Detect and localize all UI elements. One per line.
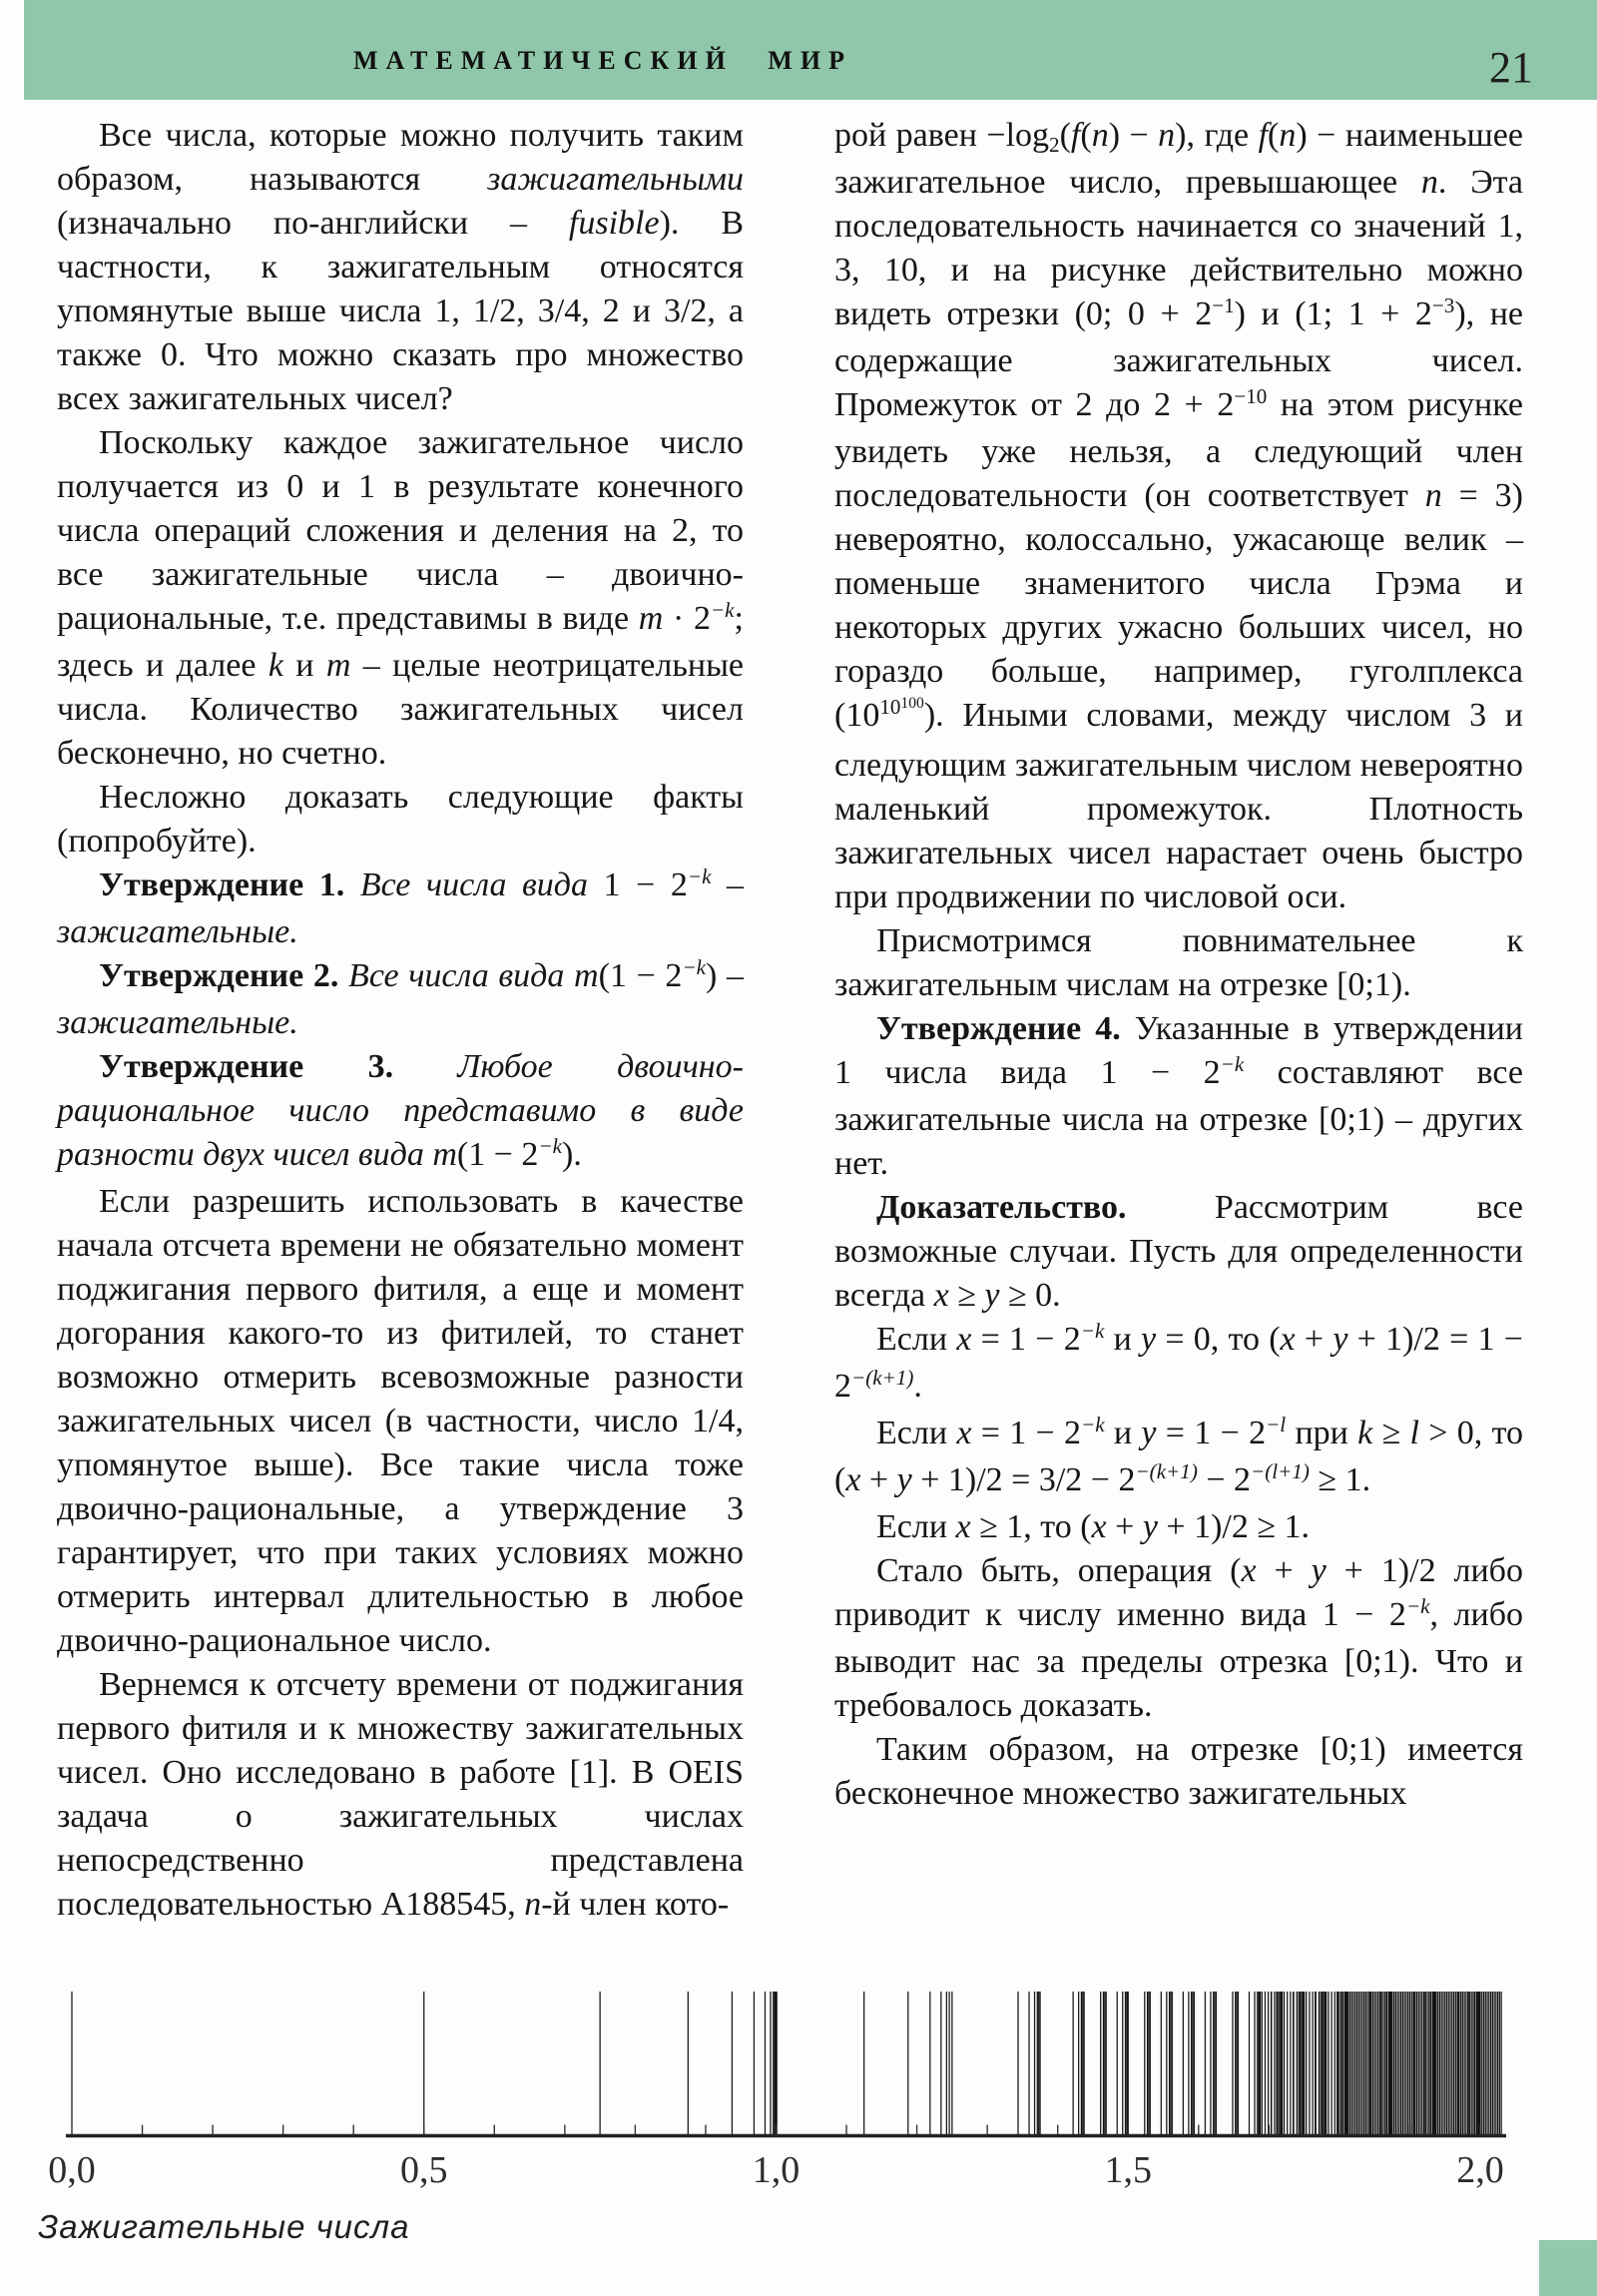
paragraph: Утверждение 3. Любое двоично-рациональное число представимо в виде разности двух чисел вида $m(1 - 2^{-k})$. — [57, 1048, 744, 1173]
paragraph: Вернемся к отсчету времени от поджигания первого фитиля и к множеству зажигательных чисел. Оно исследовано в работе [1]. В OEIS задача о зажигательных числах непосредственно представлена последовательностью A188545, n-й член кото- — [57, 1666, 744, 1923]
paragraph: Если x ≥ 1, то (x + y + 1)/2 ≥ 1. — [876, 1508, 1311, 1545]
header-band — [24, 0, 1597, 100]
axis-tick-label: 1,0 — [752, 2149, 800, 2191]
paragraph: рой равен −log2(f(n) − n), где f(n) − наименьшее зажигательное число, превышающее n. Эта последовательность начинается со значений 1, 3, 10, и на рисунке действительно можно видеть отрезки (0; $0 + 2^{-1}$) и (1; $1 + 2^{-3}$), не содержащие зажигательных чисел. Промежуток от 2 до $2 + 2^{-10}$ на этом рисунке увидеть уже нельзя, а следующий член последовательности (он соответствует n = 3) невероятно, колоссально, ужасающе велик – поменьше знаменитого числа Грэма и некоторых других ужасно больших чисел, но гораздо больше, например, гуголплекса $(10^{10100})$. Иными словами, между числом 3 и следующим зажигательным числом невероятно маленький промежуток. Плотность зажигательных чисел нарастает очень быстро при продвижении по числовой оси. — [834, 117, 1524, 915]
left-text-column — [57, 114, 744, 1927]
page-number: 21 — [1489, 43, 1533, 92]
paragraph: Утверждение 4. Указанные в утверждении 1 числа вида $1 - 2^{-k}$ составляют все зажигательные числа на отрезке [0;1) – других нет. — [834, 1010, 1523, 1182]
paragraph: Таким образом, на отрезке [0;1) имеется бесконечное множество зажигательных — [834, 1731, 1523, 1812]
fusible-numbers-figure — [0, 1985, 1597, 2296]
axis-tick-label: 0,5 — [400, 2149, 448, 2191]
paragraph: Стало быть, операция (x + y + 1)/2 либо приводит к числу именно вида $1 - 2^{-k}$, либо выводит нас за пределы отрезка [0;1). Что и требовалось доказать. — [834, 1552, 1523, 1724]
paragraph: Все числа, которые можно получить таким образом, называются зажигательными (изначально по-английски – fusible). В частности, к зажигательным относятся упомянутые выше числа 1, 1/2, 3/4, 2 и 3/2, а также 0. Что можно сказать про множество всех зажигательных чисел? — [57, 117, 744, 417]
axis-tick-label: 0,0 — [48, 2149, 96, 2191]
paragraph: Утверждение 2. Все числа вида $m(1 - 2^{-k})$ – зажигательные. — [57, 955, 745, 1041]
paragraph: Присмотримся повнимательнее к зажигательным числам на отрезке [0;1). — [834, 922, 1523, 1003]
axis-tick-label: 2,0 — [1456, 2149, 1504, 2191]
axis-tick-label: 1,5 — [1104, 2149, 1152, 2191]
paragraph: Если $x = 1 - 2^{-k}$ и y = 0, то $(x + y + 1)/2 = 1 - 2^{-(k+1)}$. — [834, 1319, 1523, 1405]
paragraph: Если разрешить использовать в качестве начала отсчета времени не обязательно момент поджигания первого фитиля, а еще и момент догорания какого-то из фитилей, то станет возможно отмерить всевозможные разности зажигательных чисел (в частности, число 1/4, упомянутое выше). Все такие числа тоже двоично-рациональные, а утверждение 3 гарантирует, что при таких условиях можно отмерить интервал длительностью в любое двоично-рациональное число. — [57, 1183, 744, 1659]
figure-caption: Зажигательные числа — [38, 2208, 410, 2245]
right-text-column — [834, 114, 1523, 1816]
paragraph: Если $x = 1 - 2^{-k}$ и $y = 1 - 2^{-l}$ при k ≥ l > 0, то $(x + y + 1)/2 = 3/2 - 2^{-(k+1)} - 2^{-(l+1)} \ge 1$. — [834, 1413, 1523, 1498]
paragraph: Поскольку каждое зажигательное число получается из 0 и 1 в результате конечного числа операций сложения и деления на 2, то все зажигательные числа – двоично-рациональные, т.е. представимы в виде $m \cdot 2^{-k}$; здесь и далее k и m – целые неотрицательные числа. Количество зажигательных чисел бесконечно, но счетно. — [57, 424, 744, 772]
paragraph: Доказательство. Рассмотрим все возможные случаи. Пусть для определенности всегда x ≥ y ≥ 0. — [834, 1189, 1523, 1314]
fusible-numbers-barcode — [0, 1985, 1597, 2144]
paragraph: Несложно доказать следующие факты (попробуйте). — [57, 779, 744, 860]
page-title: МАТЕМАТИЧЕСКИЙ МИР — [353, 46, 852, 75]
paragraph: Утверждение 1. Все числа вида $1 - 2^{-k}$ – зажигательные. — [57, 864, 744, 950]
corner-decoration — [1539, 2240, 1597, 2296]
